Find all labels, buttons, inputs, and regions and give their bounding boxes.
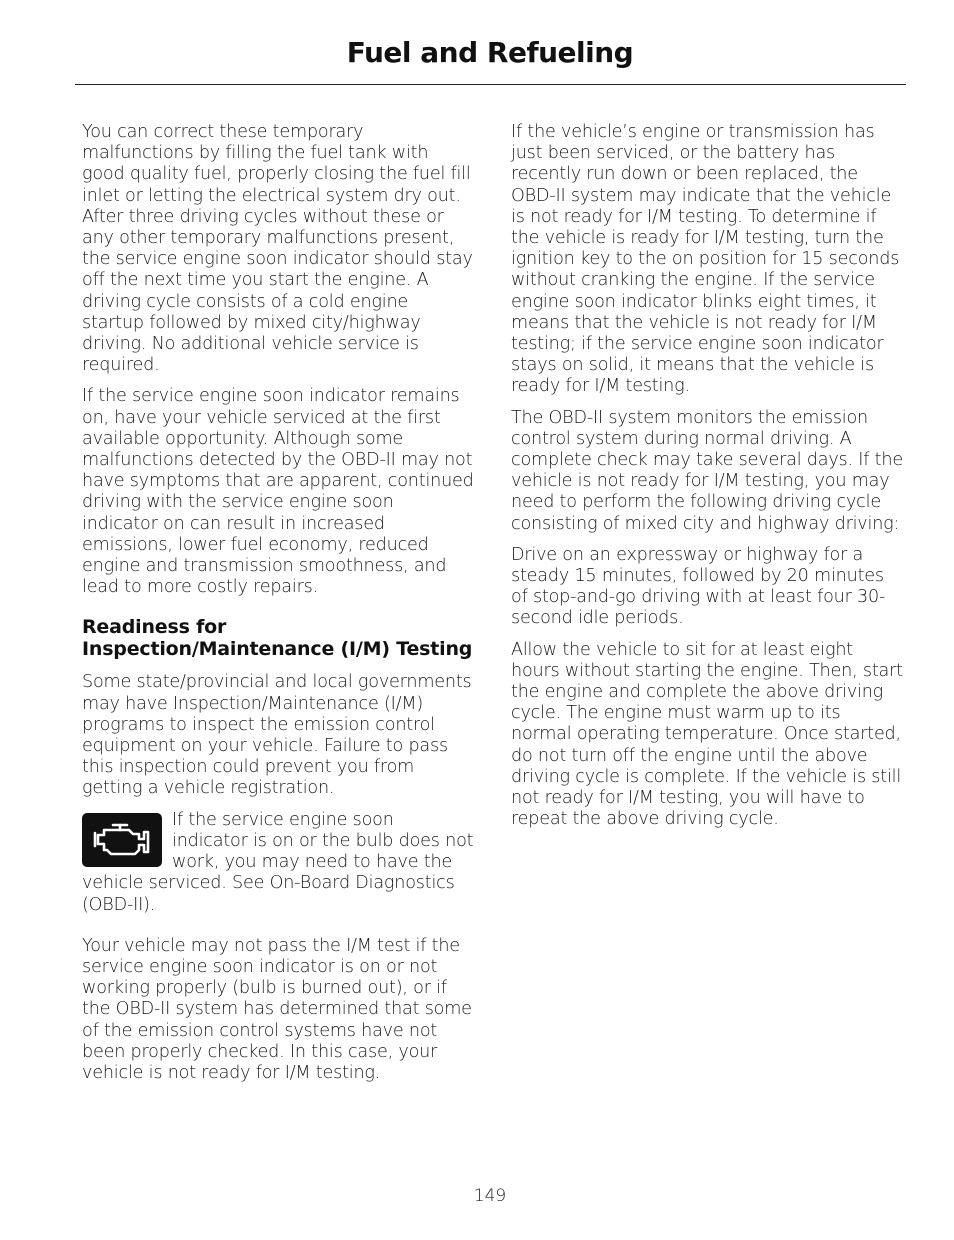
left-column — [82, 122, 474, 1094]
right-paragraph-3: Drive on an expressway or highway for a steady 15 minutes, followed by 20 minutes of stop-and-go driving with at least four 30-second idle periods. — [511, 544, 886, 629]
left-paragraph-2: If the service engine soon indicator remains on, have your vehicle serviced at the first available opportunity. Although some malfunctions detected by the OBD-II may not have symptoms that are apparent, continued driving with the service engine soon indicator on can result in increased emissions, lower fuel economy, reduced engine and transmission smoothness, and lead to more costly repairs. — [82, 386, 474, 598]
check-engine-icon-graphic — [91, 821, 153, 859]
left-paragraph-3: Some state/provincial and local governments may have Inspection/Maintenance (I/M) programs to inspect the emission control equipment on your vehicle. Failure to pass this inspection could prevent you from getting a vehicle registration. — [82, 672, 472, 799]
left-paragraph-4: Your vehicle may not pass the I/M test if the service engine soon indicator is on or not working properly (bulb is burned out), or if the OBD-II system has determined that some of the emission control systems have not been properly checked. In this case, your vehicle is not ready for I/M testing. — [82, 935, 472, 1083]
right-paragraph-1: If the vehicle’s engine or transmission has just been serviced, or the battery has recently run down or been replaced, the OBD-II system may indicate that the vehicle is not ready for I/M testing. To determine if the vehicle is ready for I/M testing, turn the ignition key to the on position for 15 seconds without cranking the engine. If the service engine soon indicator blinks eight times, it means that the vehicle is not ready for I/M testing; if the service engine soon indicator stays on solid, it means that the vehicle is ready for I/M testing. — [511, 122, 900, 397]
right-column — [511, 122, 903, 841]
title-divider — [75, 84, 906, 85]
icon-paragraph-text: If the service engine soon indicator is on or the bulb does not work, you may need to have the vehicle serviced. See On-Board Diagnostics (OBD-II). — [82, 809, 474, 915]
page-number: 149 — [473, 1186, 507, 1206]
icon-paragraph-block — [82, 810, 474, 916]
right-paragraph-2: The OBD-II system monitors the emission control system during normal driving. A complete check may take several days. If the vehicle is not ready for I/M testing, you may need to perform the following driving cycle consisting of mixed city and highway driving: — [511, 407, 903, 534]
page-title: Fuel and Refueling — [346, 36, 634, 69]
right-paragraph-4: Allow the vehicle to sit for at least eight hours without starting the engine. Then, start the engine and complete the above driving cycle. The engine must warm up to its normal operating temperature. Once started, do not turn off the engine until the above driving cycle is complete. If the vehicle is still not ready for I/M testing, you will have to repeat the above driving cycle. — [511, 639, 903, 830]
check-engine-icon — [82, 813, 162, 867]
section-heading: Readiness for Inspection/Maintenance (I/M) Testing — [82, 616, 473, 661]
left-paragraph-1: You can correct these temporary malfunctions by filling the fuel tank with good quality fuel, properly closing the fuel fill inlet or letting the electrical system dry out. After three driving cycles without these or any other temporary malfunctions present, the service engine soon indicator should stay off the next time you start the engine. A driving cycle consists of a cold engine startup followed by mixed city/highway driving. No additional vehicle service is required. — [82, 122, 473, 376]
